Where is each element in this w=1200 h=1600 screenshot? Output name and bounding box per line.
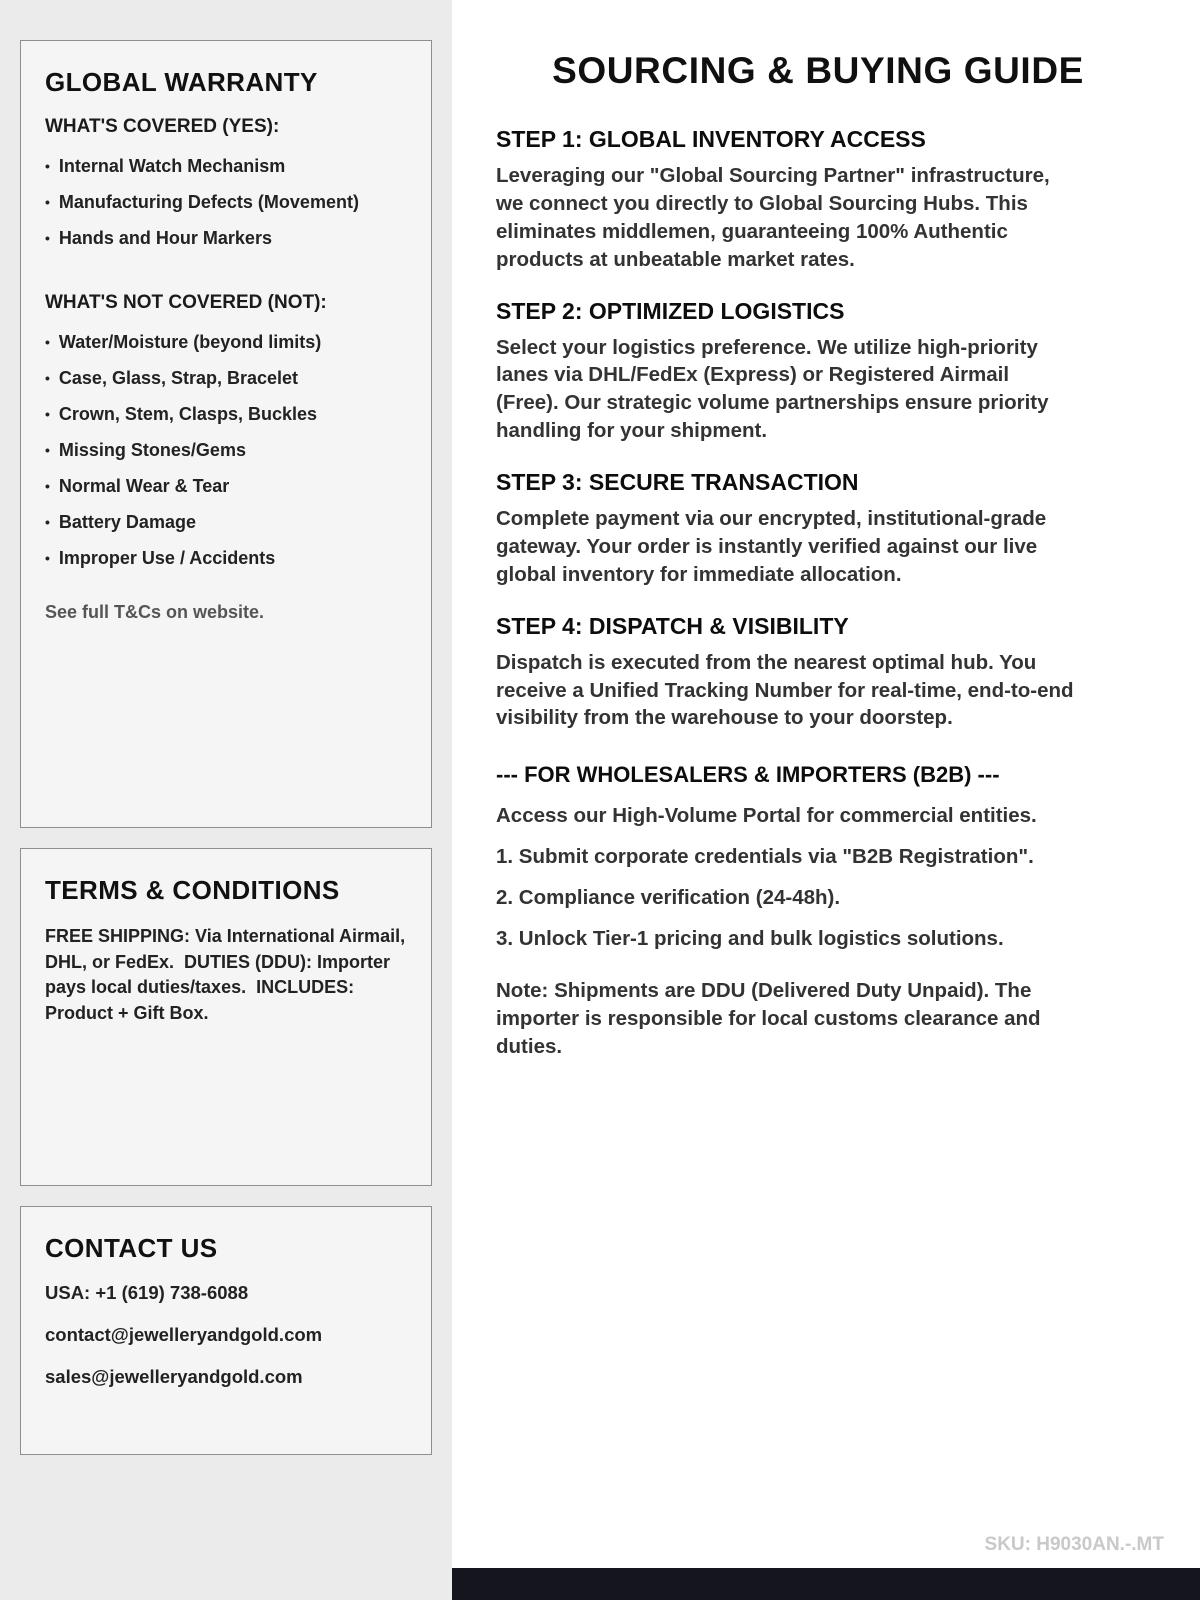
not-covered-item: • Missing Stones/Gems [45,432,407,468]
step-1-body: Leveraging our "Global Sourcing Partner" infrastructure, we connect you directly to Global Sourcing Hubs. This eliminates middlemen, guaranteeing 100% Authentic products at unbeatable market rates. [496,164,1050,271]
covered-heading: WHAT'S COVERED (YES): [45,116,280,137]
covered-item: • Manufacturing Defects (Movement) [45,184,407,220]
not-covered-item: • Battery Damage [45,504,407,540]
step-4 [496,613,1140,733]
b2b-section [496,762,1140,1060]
page-title: SOURCING & BUYING GUIDE [552,50,1084,91]
not-covered-item: • Crown, Stem, Clasps, Buckles [45,396,407,432]
contact-phone: USA: +1 (619) 738-6088 [45,1282,249,1303]
b2b-note: Note: Shipments are DDU (Delivered Duty Unpaid). The importer is responsible for local customs clearance and duties. [496,978,1041,1058]
terms-box [20,848,432,1186]
b2b-step-3: 3. Unlock Tier-1 pricing and bulk logistics solutions. [496,926,1004,950]
contact-email-sales: sales@jewelleryandgold.com [45,1366,303,1387]
step-4-heading: STEP 4: DISPATCH & VISIBILITY [496,612,849,639]
b2b-step-1: 1. Submit corporate credentials via "B2B Registration". [496,845,1034,869]
terms-title: TERMS & CONDITIONS [45,875,340,905]
not-covered-heading: WHAT'S NOT COVERED (NOT): [45,292,327,313]
contact-email-primary: contact@jewelleryandgold.com [45,1324,323,1345]
step-3-heading: STEP 3: SECURE TRANSACTION [496,469,859,495]
sidebar [0,0,452,1600]
warranty-box [20,40,432,828]
terms-body: FREE SHIPPING: Via International Airmail, DHL, or FedEx. DUTIES (DDU): Importer pays local duties/taxes. INCLUDES: Product + Gift Box. [45,926,411,1023]
not-covered-item: • Case, Glass, Strap, Bracelet [45,360,407,396]
step-2-heading: STEP 2: OPTIMIZED LOGISTICS [496,297,845,324]
contact-title: CONTACT US [45,1233,218,1263]
main-content [452,0,1200,1600]
sku-label: SKU: H9030AN.-.MT [984,1534,1164,1555]
b2b-step-2: 2. Compliance verification (24-48h). [496,886,841,909]
b2b-intro: Access our High-Volume Portal for commercial entities. [496,804,1037,828]
warranty-title: GLOBAL WARRANTY [45,67,318,97]
step-3-body: Complete payment via our encrypted, institutional-grade gateway. Your order is instantly verified against our live global inventory for immediate allocation. [496,507,1047,586]
not-covered-item: • Normal Wear & Tear [45,468,407,504]
not-covered-item: • Improper Use / Accidents [45,540,407,576]
warranty-footnote: See full T&Cs on website. [45,602,265,622]
step-2-body: Select your logistics preference. We utilize high-priority lanes via DHL/FedEx (Express) or Registered Airmail (Free). Our strategic volume partnerships ensure priority handling for your shipment. [496,335,1049,443]
covered-item: • Internal Watch Mechanism [45,148,407,184]
step-2 [496,298,1140,446]
step-1 [496,126,1140,274]
not-covered-item: • Water/Moisture (beyond limits) [45,324,407,360]
b2b-heading: --- FOR WHOLESALERS & IMPORTERS (B2B) --- [496,762,1000,788]
not-covered-list [45,324,407,576]
covered-list [45,148,407,256]
covered-item: • Hands and Hour Markers [45,220,407,256]
contact-box [20,1206,432,1455]
step-4-body: Dispatch is executed from the nearest optimal hub. You receive a Unified Tracking Number for real-time, end-to-end visibility from the warehouse to your doorstep. [496,650,1074,730]
step-1-heading: STEP 1: GLOBAL INVENTORY ACCESS [496,126,926,152]
footer-bar [452,1568,1200,1600]
step-3 [496,469,1140,589]
